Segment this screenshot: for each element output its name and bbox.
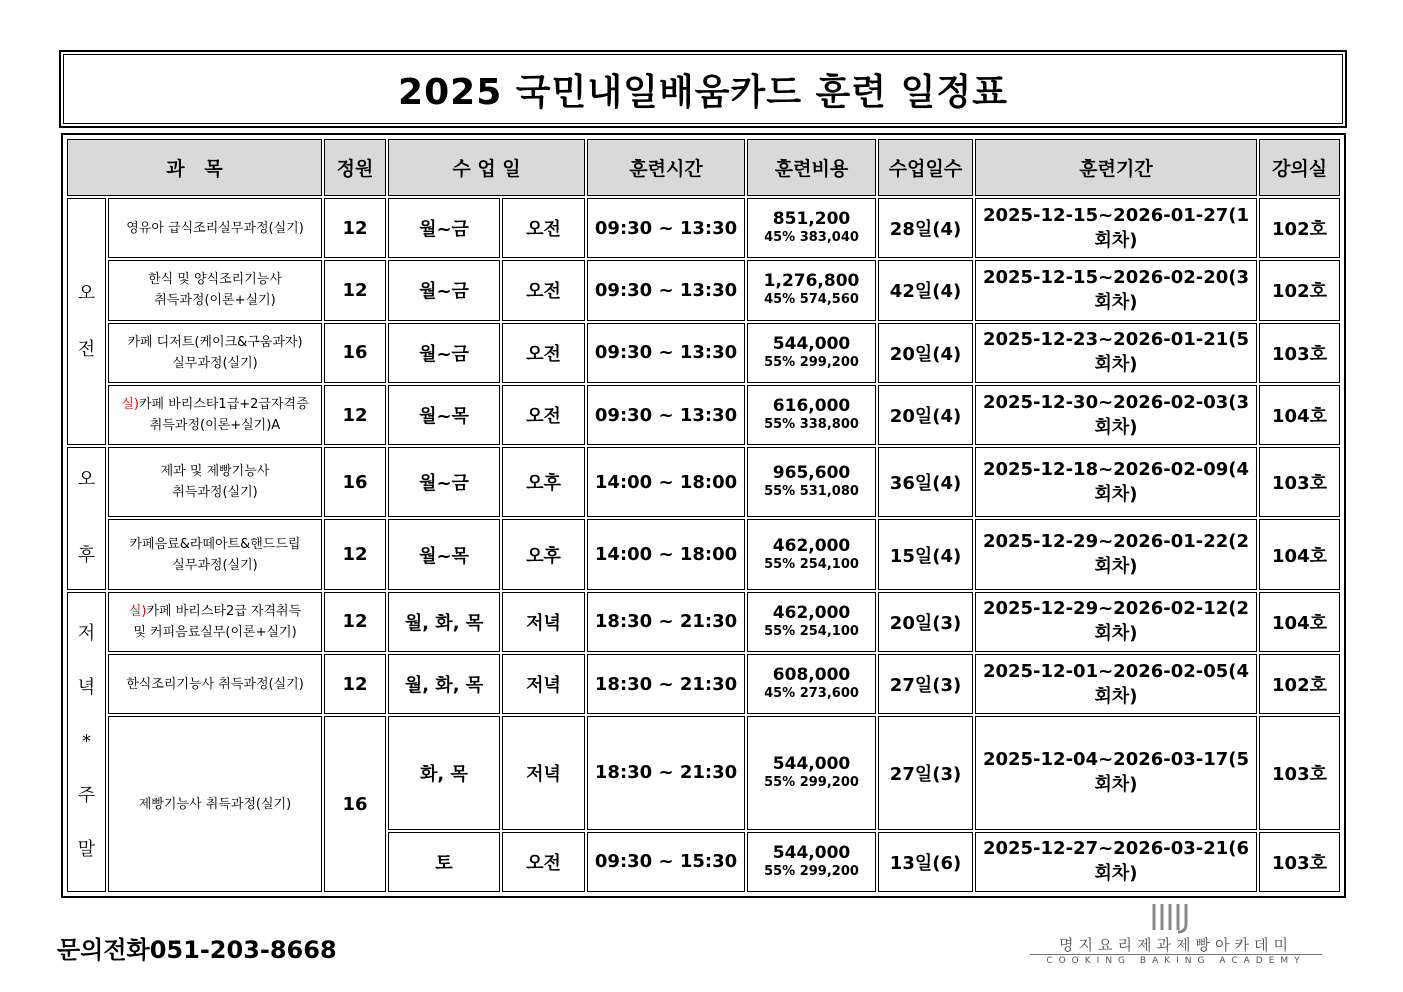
time-slot: 오전 [502, 260, 585, 320]
fee-support: 45% 383,040 [764, 230, 859, 246]
class-days: 월, 화, 목 [388, 592, 500, 652]
fee-amount: 1,276,800 [763, 271, 860, 292]
header-capacity: 정원 [324, 139, 386, 196]
training-period: 2025-12-27~2026-03-21(6회차) [975, 832, 1257, 892]
fee-support: 45% 574,560 [764, 292, 859, 308]
fee-amount: 965,600 [772, 463, 851, 484]
group-char: * [82, 731, 91, 753]
classroom: 103호 [1259, 323, 1340, 383]
capacity: 12 [324, 654, 386, 714]
course-line-2: 실무과정(실기) [172, 355, 258, 371]
header-subject: 과 목 [67, 139, 322, 196]
training-hours: 09:30 ~ 13:30 [587, 198, 745, 258]
class-days: 월~금 [388, 447, 500, 517]
day-count: 42일(4) [878, 260, 973, 320]
header-room: 강의실 [1259, 139, 1340, 196]
course-name [108, 716, 322, 892]
class-days: 토 [388, 832, 500, 892]
course-line-2: 취득과정(이론+실기) [154, 293, 276, 309]
fee-support: 55% 338,800 [764, 417, 859, 433]
schedule-table-wrap [61, 133, 1346, 898]
title-box [59, 50, 1347, 128]
time-slot: 오전 [502, 385, 585, 445]
fee-amount: 616,000 [772, 396, 851, 417]
fee-support: 55% 531,080 [764, 484, 859, 500]
capacity: 12 [324, 260, 386, 320]
course-line-1: 카페 바리스타1급+2급자격증 [138, 397, 309, 413]
fee-amount: 851,200 [772, 209, 851, 230]
course-line-2: 취득과정(이론+실기)A [149, 418, 281, 434]
classroom: 103호 [1259, 716, 1340, 829]
training-fee [747, 447, 876, 517]
training-fee [747, 716, 876, 829]
fee-amount: 544,000 [772, 333, 851, 354]
training-hours: 14:00 ~ 18:00 [587, 447, 745, 517]
class-days: 월~목 [388, 385, 500, 445]
course-line-1: 카페 바리스타2급 자격취득 [146, 603, 302, 619]
capacity: 16 [324, 323, 386, 383]
training-fee [747, 198, 876, 258]
course-prefix: 실) [128, 603, 147, 619]
day-count: 15일(4) [878, 519, 973, 589]
table-row [67, 592, 1340, 652]
course-name [108, 519, 322, 589]
training-fee [747, 260, 876, 320]
group-char: 오 [77, 469, 96, 491]
course-line-1: 한식 및 양식조리기능사 [148, 272, 282, 288]
day-count: 36일(4) [878, 447, 973, 517]
training-fee [747, 592, 876, 652]
table-row [67, 385, 1340, 445]
mj-logo-icon [1030, 900, 1322, 936]
time-slot: 저녁 [502, 592, 585, 652]
course-name [108, 385, 322, 445]
course-name [108, 654, 322, 714]
class-days: 월~금 [388, 260, 500, 320]
day-count: 20일(4) [878, 323, 973, 383]
fee-amount: 462,000 [772, 602, 851, 623]
training-hours: 09:30 ~ 15:30 [587, 832, 745, 892]
course-name [108, 323, 322, 383]
day-count: 20일(3) [878, 592, 973, 652]
training-period: 2025-12-18~2026-02-09(4회차) [975, 447, 1257, 517]
day-count: 13일(6) [878, 832, 973, 892]
training-hours: 09:30 ~ 13:30 [587, 323, 745, 383]
classroom: 104호 [1259, 385, 1340, 445]
training-hours: 18:30 ~ 21:30 [587, 716, 745, 829]
training-fee [747, 654, 876, 714]
fee-support: 55% 254,100 [764, 623, 859, 639]
table-row [67, 198, 1340, 258]
group-morning [67, 198, 106, 445]
time-slot: 오전 [502, 832, 585, 892]
training-fee [747, 323, 876, 383]
capacity: 12 [324, 198, 386, 258]
logo-korean: 명지요리제과제빵아카데미 [1030, 936, 1322, 955]
course-line-1: 한식조리기능사 취득과정(실기) [126, 676, 304, 692]
classroom: 104호 [1259, 519, 1340, 589]
group-char: 전 [77, 338, 96, 360]
fee-support: 55% 299,200 [764, 863, 859, 879]
day-count: 27일(3) [878, 716, 973, 829]
logo-english: COOKING BAKING ACADEMY [1046, 956, 1306, 966]
fee-support: 55% 299,200 [764, 774, 859, 790]
training-period: 2025-12-04~2026-03-17(5회차) [975, 716, 1257, 829]
classroom: 104호 [1259, 592, 1340, 652]
day-count: 28일(4) [878, 198, 973, 258]
training-fee [747, 385, 876, 445]
time-slot: 오후 [502, 447, 585, 517]
time-slot: 오전 [502, 323, 585, 383]
classroom: 102호 [1259, 198, 1340, 258]
training-fee [747, 519, 876, 589]
group-char: 오 [77, 282, 96, 304]
training-hours: 14:00 ~ 18:00 [587, 519, 745, 589]
group-char: 말 [77, 839, 96, 861]
time-slot: 저녁 [502, 716, 585, 829]
group-char: 후 [77, 545, 96, 567]
fee-support: 55% 299,200 [764, 354, 859, 370]
day-count: 27일(3) [878, 654, 973, 714]
header-day-count: 수업일수 [878, 139, 973, 196]
group-evening-weekend [67, 592, 106, 892]
fee-amount: 544,000 [772, 842, 851, 863]
course-line-2: 및 커피음료실무(이론+실기) [133, 624, 297, 640]
training-hours: 18:30 ~ 21:30 [587, 654, 745, 714]
contact-phone: 문의전화051-203-8668 [57, 936, 337, 964]
training-fee [747, 832, 876, 892]
group-char: 저 [77, 623, 96, 645]
training-hours: 18:30 ~ 21:30 [587, 592, 745, 652]
training-period: 2025-12-29~2026-02-12(2회차) [975, 592, 1257, 652]
class-days: 화, 목 [388, 716, 500, 829]
page-title: 2025 국민내일배움카드 훈련 일정표 [63, 54, 1343, 124]
course-line-2: 실무과정(실기) [172, 557, 258, 573]
training-period: 2025-12-15~2026-02-20(3회차) [975, 260, 1257, 320]
course-line-1: 카페음료&라떼아트&핸드드립 [129, 536, 301, 552]
class-days: 월~목 [388, 519, 500, 589]
fee-support: 45% 273,600 [764, 686, 859, 702]
fee-amount: 462,000 [772, 535, 851, 556]
fee-support: 55% 254,100 [764, 556, 859, 572]
capacity: 12 [324, 385, 386, 445]
table-row [67, 716, 1340, 829]
group-afternoon [67, 447, 106, 589]
capacity: 12 [324, 592, 386, 652]
header-hours: 훈련시간 [587, 139, 745, 196]
fee-amount: 544,000 [772, 753, 851, 774]
time-slot: 오전 [502, 198, 585, 258]
classroom: 103호 [1259, 832, 1340, 892]
day-count: 20일(4) [878, 385, 973, 445]
class-days: 월, 화, 목 [388, 654, 500, 714]
course-line-1: 제빵기능사 취득과정(실기) [138, 796, 292, 812]
course-name [108, 592, 322, 652]
course-line-1: 영유아 급식조리실무과정(실기) [126, 220, 304, 236]
training-period: 2025-12-29~2026-01-22(2회차) [975, 519, 1257, 589]
training-period: 2025-12-23~2026-01-21(5회차) [975, 323, 1257, 383]
training-period: 2025-12-01~2026-02-05(4회차) [975, 654, 1257, 714]
time-slot: 오후 [502, 519, 585, 589]
training-period: 2025-12-30~2026-02-03(3회차) [975, 385, 1257, 445]
schedule-table [65, 137, 1342, 894]
table-row [67, 654, 1340, 714]
course-line-1: 카페 디저트(케이크&구움과자) [127, 334, 303, 350]
course-line-2: 취득과정(실기) [172, 485, 258, 501]
capacity: 16 [324, 716, 386, 892]
classroom: 103호 [1259, 447, 1340, 517]
table-row [67, 323, 1340, 383]
group-char: 주 [77, 785, 96, 807]
course-prefix: 실) [121, 397, 139, 413]
header-period: 훈련기간 [975, 139, 1257, 196]
course-line-1: 제과 및 제빵기능사 [160, 464, 270, 480]
header-class-days: 수 업 일 [388, 139, 585, 196]
header-row [67, 139, 1340, 196]
training-period: 2025-12-15~2026-01-27(1회차) [975, 198, 1257, 258]
academy-logo [1030, 900, 1322, 970]
class-days: 월~금 [388, 323, 500, 383]
course-name [108, 198, 322, 258]
classroom: 102호 [1259, 260, 1340, 320]
group-char: 녁 [77, 677, 96, 699]
fee-amount: 608,000 [772, 665, 851, 686]
table-row [67, 447, 1340, 517]
course-name [108, 447, 322, 517]
time-slot: 저녁 [502, 654, 585, 714]
training-hours: 09:30 ~ 13:30 [587, 260, 745, 320]
capacity: 16 [324, 447, 386, 517]
class-days: 월~금 [388, 198, 500, 258]
header-fee: 훈련비용 [747, 139, 876, 196]
classroom: 102호 [1259, 654, 1340, 714]
table-row [67, 260, 1340, 320]
table-row [67, 519, 1340, 589]
training-hours: 09:30 ~ 13:30 [587, 385, 745, 445]
capacity: 12 [324, 519, 386, 589]
course-name [108, 260, 322, 320]
